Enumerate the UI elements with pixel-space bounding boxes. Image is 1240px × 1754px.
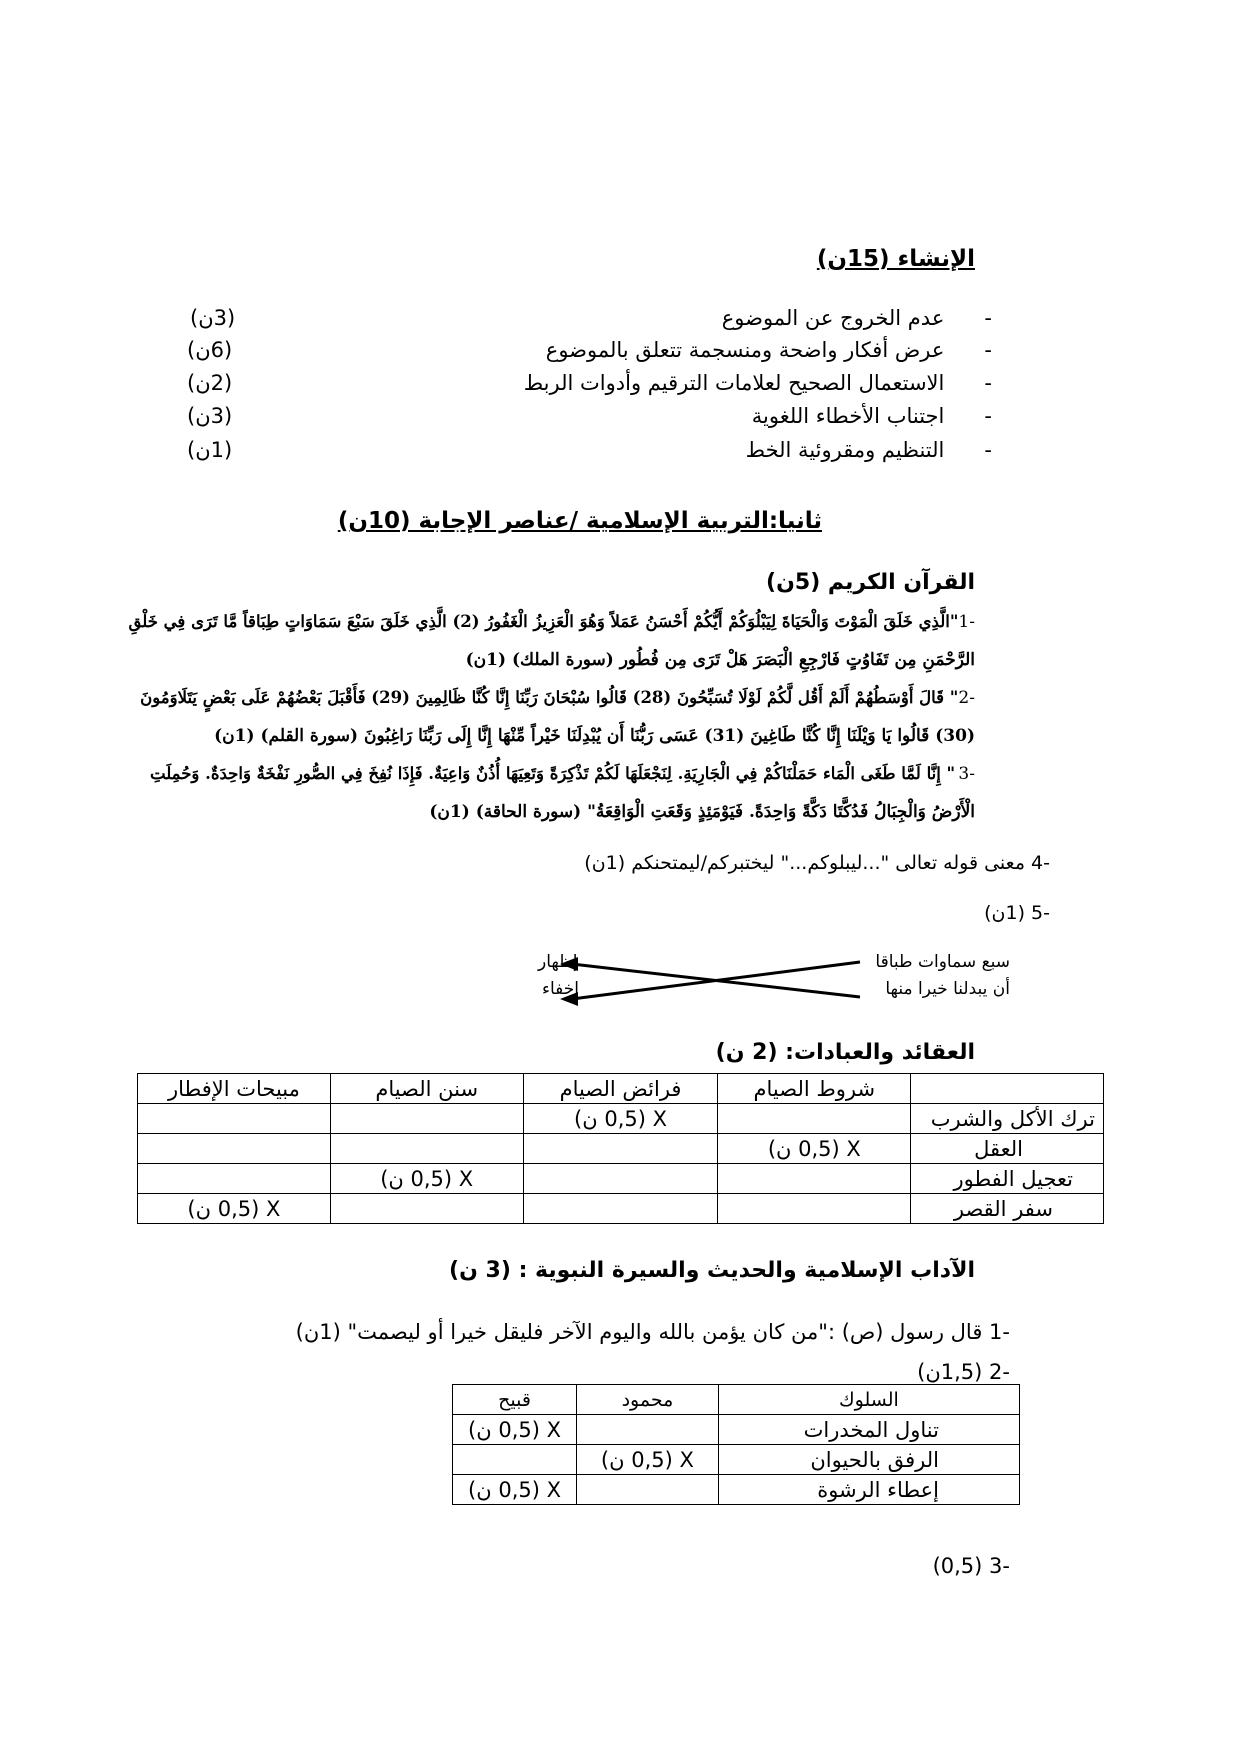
table-cell <box>523 1134 718 1164</box>
match-left-1: سبع سماوات طباقا <box>875 952 1010 972</box>
criterion-3: - الاستعمال الصحيح لعلامات الترقيم وأدوات الربط <box>523 371 992 395</box>
row-label: تناول المخدرات <box>718 1415 1019 1445</box>
criterion-1-points: (3ن) <box>190 306 236 330</box>
table-cell <box>138 1164 331 1194</box>
table-cell <box>718 1164 911 1194</box>
insha-heading: الإنشاء (15ن) <box>816 246 975 272</box>
quran-item-5: -5 (1ن) <box>984 902 1050 924</box>
row-label: العقل <box>911 1134 1104 1164</box>
adab-item-3: -3 (0,5) <box>932 1554 1010 1578</box>
adab-item-2: -2 (1,5ن) <box>917 1360 1010 1384</box>
criterion-4: - اجتناب الأخطاء اللغوية <box>751 404 992 428</box>
quran-item-3: -3 " إِنَّا لَمَّا طَغَى الْمَاء حَمَلْنَاكُمْ فِي الْجَارِيَةِ. لِنَجْعَلَهَا لَكُمْ تَذْكِرَةً وَتَعِيَهَا أُذُنٌ وَاعِيَةٌ. فَإِذَا نُفِخَ فِي الصُّورِ نَفْخَةٌ وَاحِدَةٌ. وَحُمِلَتِ الْأَرْضُ وَالْجِبَالُ فَدُكَّتَا دَكَّةً وَاحِدَةً. فَيَوْمَئِذٍ وَقَعَتِ الْوَاقِعَةُ" (سورة الحاقة) (1ن) <box>150 755 975 831</box>
match-right-1: إظهار <box>538 952 578 972</box>
item-number: -1 <box>958 612 975 632</box>
header-cell: السلوك <box>718 1385 1019 1415</box>
quran-item-4: -4 معنى قوله تعالى "...ليبلوكم..." ليختبركم/ليمتحنكم (1ن) <box>584 852 1050 874</box>
table-cell: X (0,5 ن) <box>523 1104 718 1134</box>
row-label: سفر القصر <box>911 1194 1104 1224</box>
criterion-4-points: (3ن) <box>187 404 233 428</box>
criterion-2: - عرض أفكار واضحة ومنسجمة تتعلق بالموضوع <box>545 338 992 362</box>
table-cell: X (0,5 ن) <box>577 1445 719 1475</box>
row-label: الرفق بالحيوان <box>718 1445 1019 1475</box>
table-row <box>453 1475 1020 1505</box>
match-left-2: أن يبدلنا خيرا منها <box>885 979 1010 999</box>
table-cell <box>330 1104 523 1134</box>
header-cell: محمود <box>577 1385 719 1415</box>
table-row <box>453 1415 1020 1445</box>
table-cell <box>523 1194 718 1224</box>
table-cell <box>523 1164 718 1194</box>
criterion-1: - عدم الخروج عن الموضوع <box>721 306 992 330</box>
quran-item-2: -2 " قَالَ أَوْسَطُهُمْ أَلَمْ أَقُل لَّكُمْ لَوْلَا تُسَبِّحُونَ (28) قَالُوا سُبْحَانَ رَبِّنَا إِنَّا كُنَّا ظَالِمِينَ (29) فَأَقْبَلَ بَعْضُهُمْ عَلَى بَعْضٍ يَتَلَاوَمُونَ (30) قَالُوا يَا وَيْلَنَا إِنَّا كُنَّا طَاغِينَ (31) عَسَى رَبُّنَا أَن يُبْدِلَنَا خَيْراً مِّنْهَا إِنَّا إِلَى رَبِّنَا رَاغِبُونَ (سورة القلم) (1ن) <box>150 679 975 755</box>
table-row <box>453 1445 1020 1475</box>
table-cell <box>718 1104 911 1134</box>
table-cell <box>577 1415 719 1445</box>
match-right-2: إخفاء <box>542 979 580 999</box>
criterion-3-points: (2ن) <box>187 371 233 395</box>
table-cell: X (0,5 ن) <box>718 1134 911 1164</box>
table-header-row <box>453 1385 1020 1415</box>
header-cell: شروط الصيام <box>718 1074 911 1104</box>
table-cell: X (0,5 ن) <box>330 1164 523 1194</box>
table-cell <box>718 1194 911 1224</box>
quran-heading: القرآن الكريم (5ن) <box>766 570 975 595</box>
table-cell: X (0,5 ن) <box>453 1475 577 1505</box>
adab-table <box>452 1384 1020 1505</box>
table-cell <box>577 1475 719 1505</box>
item-number: -3 <box>958 764 975 784</box>
table-row <box>138 1194 1104 1224</box>
section2-heading: ثانيا:التربية الإسلامية /عناصر الإجابة (10ن) <box>337 508 822 534</box>
header-cell: سنن الصيام <box>330 1074 523 1104</box>
table-cell <box>453 1445 577 1475</box>
table-cell <box>138 1104 331 1134</box>
aqaid-table <box>137 1073 1104 1224</box>
criterion-5: - التنظيم ومقروئية الخط <box>745 438 992 462</box>
row-label: إعطاء الرشوة <box>718 1475 1019 1505</box>
aqaid-heading: العقائد والعبادات: (2 ن) <box>715 1040 975 1065</box>
item-number: -2 <box>958 688 975 708</box>
adab-item-1: -1 قال رسول (ص) :"من كان يؤمن بالله واليوم الآخر فليقل خيرا أو ليصمت" (1ن) <box>295 1320 1010 1344</box>
adab-heading: الآداب الإسلامية والحديث والسيرة النبوية : (3 ن) <box>449 1258 975 1283</box>
row-label: ترك الأكل والشرب <box>911 1104 1104 1134</box>
header-cell: مبيحات الإفطار <box>138 1074 331 1104</box>
table-row <box>138 1104 1104 1134</box>
table-cell: X (0,5 ن) <box>138 1194 331 1224</box>
table-row <box>138 1164 1104 1194</box>
matching-diagram <box>530 950 1010 1010</box>
table-cell <box>138 1134 331 1164</box>
header-cell: قبيح <box>453 1385 577 1415</box>
row-label: تعجيل الفطور <box>911 1164 1104 1194</box>
criterion-5-points: (1ن) <box>187 438 233 462</box>
table-row <box>138 1134 1104 1164</box>
dash: - <box>984 306 992 330</box>
table-cell <box>330 1194 523 1224</box>
table-cell <box>330 1134 523 1164</box>
header-cell: فرائض الصيام <box>523 1074 718 1104</box>
table-header-row <box>138 1074 1104 1104</box>
table-cell: X (0,5 ن) <box>453 1415 577 1445</box>
criterion-2-points: (6ن) <box>187 338 233 362</box>
quran-item-1: -1 "الَّذِي خَلَقَ الْمَوْتَ وَالْحَيَاةَ لِيَبْلُوَكُمْ أَيُّكُمْ أَحْسَنُ عَمَلاً وَهُوَ الْعَزِيزُ الْغَفُورُ (2) الَّذِي خَلَقَ سَبْعَ سَمَاوَاتٍ طِبَاقاً مَّا تَرَى فِي خَلْقِ الرَّحْمَنِ مِن تَفَاوُتٍ فَارْجِعِ الْبَصَرَ هَلْ تَرَى مِن فُطُور (سورة الملك) (1ن) <box>150 603 975 679</box>
header-cell <box>911 1074 1104 1104</box>
